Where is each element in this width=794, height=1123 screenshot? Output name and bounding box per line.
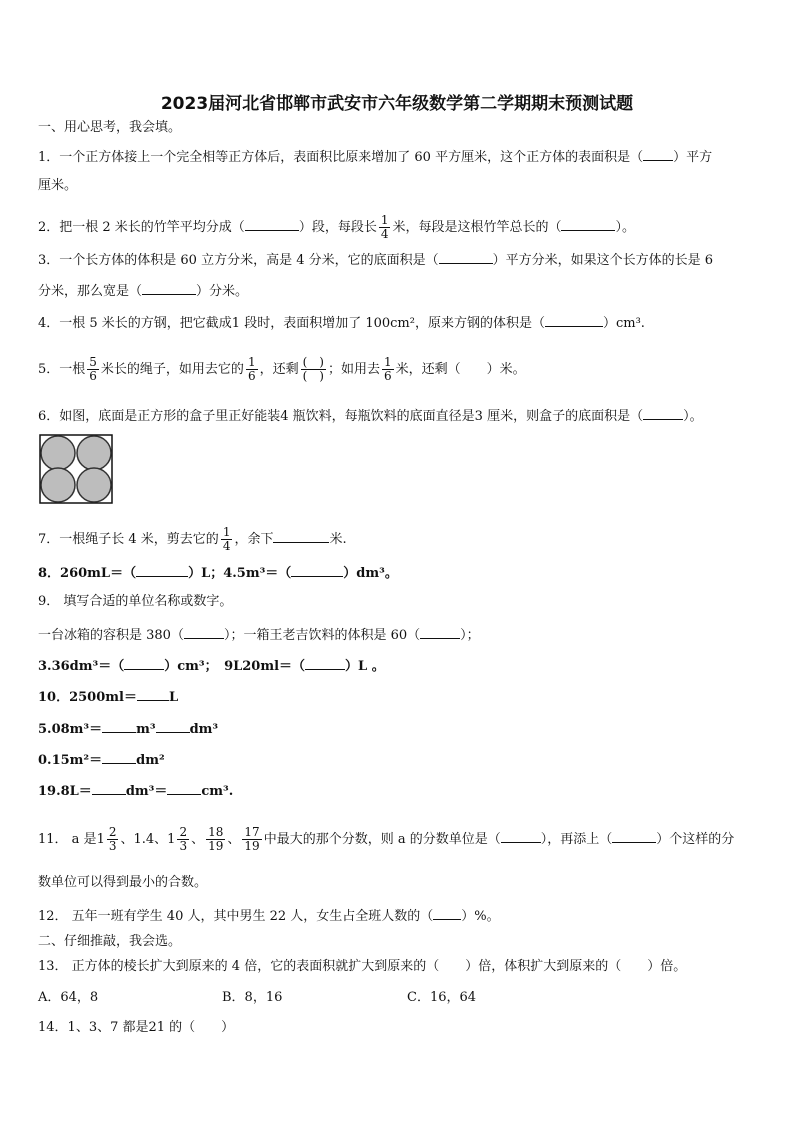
answer-blank[interactable] [291,563,343,577]
numerator: 2 [108,825,117,839]
answer-blank[interactable] [420,625,460,639]
denominator: 6 [247,369,256,383]
q10-text-a: 10．2500ml＝ [38,690,137,705]
q12-text-a: 12． 五年一班有学生 40 人，其中男生 22 人，女生占全班人数的（ [38,909,434,924]
numerator: ( ) [302,355,324,369]
question-3 [38,250,713,269]
answer-blank[interactable] [167,781,201,795]
q10-text-i: dm³＝ [125,784,168,799]
fraction-one-fourth [221,526,233,553]
fraction-eighteen-nineteenths [206,826,225,853]
q2-text-c: 米，每段是这根竹竿总长的（ [392,220,562,235]
question-1 [38,147,712,166]
mixed-number-one-two-thirds [97,826,121,853]
q2-text-a: 2．把一根 2 米长的竹竿平均分成（ [38,220,245,235]
answer-blank[interactable] [273,529,329,543]
question-8 [38,563,398,582]
q5-text-d: ；如用去 [327,362,380,377]
answer-blank[interactable] [501,829,541,843]
q9-text-c: ）； [460,628,480,643]
denominator: 3 [108,839,117,853]
question-7 [38,526,347,553]
question-6 [38,406,703,425]
answer-blank[interactable] [92,781,126,795]
q10-text-b: L [168,690,179,705]
question-9-line-1 [38,625,480,644]
q3-text-a: 3．一个长方体的体积是 60 立方分米，高是 4 分米，它的底面积是（ [38,253,439,268]
question-12 [38,906,500,925]
numerator: 1 [247,355,256,369]
denominator: 19 [208,839,224,853]
answer-blank[interactable] [612,829,656,843]
question-13: 13． 正方体的棱长扩大到原来的 4 倍，它的表面积就扩大到原来的（ ）倍，体积扩大到原来的（ ）倍。 [38,959,687,974]
question-2 [38,214,635,241]
q8-text-a: 8．260mL＝（ [38,566,137,581]
numerator: 5 [89,355,97,369]
fraction-one-sixth [382,356,394,383]
q5-text-a: 5．一根 [38,362,86,377]
denominator: 3 [179,839,188,853]
q9-text-a: 一台冰箱的容积是 380（ [38,628,184,643]
answer-blank[interactable] [184,625,224,639]
denominator: 19 [244,839,260,853]
question-10-line-4 [38,781,233,800]
q3-text-c: 分米，那么宽是（ [38,284,143,299]
denominator: 4 [222,539,231,553]
numerator: 18 [208,825,224,839]
question-11-cont: 数单位可以得到最小的合数。 [38,875,208,890]
page-title: 2023届河北省邯郸市武安市六年级数学第二学期期末预测试题 [160,94,634,114]
q5-text-e: 米，还剩（ ）米。 [395,362,526,377]
q7-text-c: 米. [329,532,347,547]
q11-text-d: 、 [227,832,241,847]
answer-blank[interactable] [545,313,603,327]
answer-blank[interactable] [136,563,188,577]
q2-text-b: ）段，每段长 [298,220,377,235]
section-1-heading: 一、用心思考，我会填。 [38,120,182,135]
numerator: 1 [383,355,392,369]
q3-text-d: ）分米。 [196,284,249,299]
answer-blank[interactable] [561,217,615,231]
q11-text-b: 、1.4、 [120,832,168,847]
q2-text-d: ）。 [615,220,635,235]
q11-text-e: 中最大的那个分数，则 a 的分数单位是（ [263,832,501,847]
answer-blank[interactable] [643,406,683,420]
q10-text-c: 5.08m³＝ [38,722,103,737]
q4-text-b: ）cm³. [602,316,645,331]
q10-text-j: cm³. [201,784,234,799]
mixed-number-one-two-thirds [167,826,191,853]
question-11 [38,826,734,853]
q8-text-b: ）L；4.5m³＝（ [188,566,292,581]
q10-text-e: dm³ [189,722,219,737]
q9-text-f: ）L 。 [345,659,385,674]
question-9-line-2 [38,656,385,675]
q10-text-h: 19.8L＝ [38,784,92,799]
answer-blank[interactable] [137,687,169,701]
box-four-bottles-figure [38,433,114,505]
numerator: 17 [244,825,260,839]
question-4 [38,313,645,332]
q7-text-a: 7．一根绳子长 4 米，剪去它的 [38,532,219,547]
q4-text-a: 4．一根 5 米长的方钢，把它截成1 段时，表面积增加了 100cm²，原来方钢的体积是（ [38,316,545,331]
question-10-line-3 [38,750,165,769]
q10-text-f: 0.15m²＝ [38,753,103,768]
answer-blank[interactable] [124,656,164,670]
answer-blank[interactable] [142,281,196,295]
section-2-heading: 二、仔细推敲，我会选。 [38,934,182,949]
fraction-five-sixth [87,356,99,383]
denominator: 4 [380,227,389,241]
question-3-cont [38,281,248,300]
question-10 [38,687,178,706]
q3-text-b: ）平方分米，如果这个长方体的长是 6 [492,253,714,268]
q11-text-c: 、 [191,832,205,847]
answer-blank[interactable] [643,147,673,161]
q11-text-f: ），再添上（ [540,832,613,847]
q5-text-b: 米长的绳子，如用去它的 [100,362,244,377]
q9-text-d: 3.36dm³＝（ [38,659,125,674]
q5-text-c: ，还剩 [259,362,299,377]
question-1-cont: 厘米。 [38,178,78,193]
whole-part: 1 [167,831,176,847]
answer-blank[interactable] [433,906,461,920]
q7-text-b: ，余下 [234,532,274,547]
q9-text-e: ）cm³； 9L20ml＝（ [164,659,306,674]
numerator: 2 [179,825,188,839]
q10-text-g: dm² [136,753,165,768]
q10-text-d: m³ [136,722,156,737]
q13-option-a[interactable]: A．64，8 [38,990,99,1005]
denominator: ( ) [302,369,324,383]
q9-text-b: ）；一箱王老吉饮料的体积是 60（ [223,628,421,643]
q8-text-c: ）dm³。 [343,566,398,581]
answer-blank[interactable] [439,250,493,264]
answer-blank[interactable] [305,656,345,670]
q6-text-a: 6．如图，底面是正方形的盒子里正好能装4 瓶饮料，每瓶饮料的底面直径是3 厘米，则盒子的底面积是（ [38,409,644,424]
question-9: 9． 填写合适的单位名称或数字。 [38,594,233,609]
q11-text-g: ）个这样的分 [656,832,735,847]
q11-text-a: 11． a 是 [38,832,97,847]
q6-text-b: ）。 [683,409,703,424]
denominator: 6 [383,369,392,383]
q1-text-b: ）平方 [673,150,713,165]
answer-blank[interactable] [102,750,136,764]
q13-option-b[interactable]: B．8，16 [222,990,283,1005]
q13-option-c[interactable]: C．16，64 [407,990,477,1005]
numerator: 1 [380,213,389,227]
q1-text-a: 1．一个正方体接上一个完全相等正方体后，表面积比原来增加了 60 平方厘米，这个正方体的表面积是（ [38,150,644,165]
answer-blank[interactable] [156,719,190,733]
fraction-answer-blank[interactable] [301,356,326,383]
q12-text-b: ）%。 [461,909,500,924]
numerator: 1 [222,525,231,539]
fraction-seventeen-nineteenths [242,826,261,853]
whole-part: 1 [96,831,105,847]
answer-blank[interactable] [245,217,299,231]
fraction-one-sixth [246,356,258,383]
question-14: 14．1、3、7 都是21 的（ ） [38,1020,235,1035]
denominator: 6 [89,369,97,383]
fraction-one-fourth [379,214,391,241]
answer-blank[interactable] [102,719,136,733]
question-5 [38,356,526,383]
question-10-line-2 [38,719,218,738]
